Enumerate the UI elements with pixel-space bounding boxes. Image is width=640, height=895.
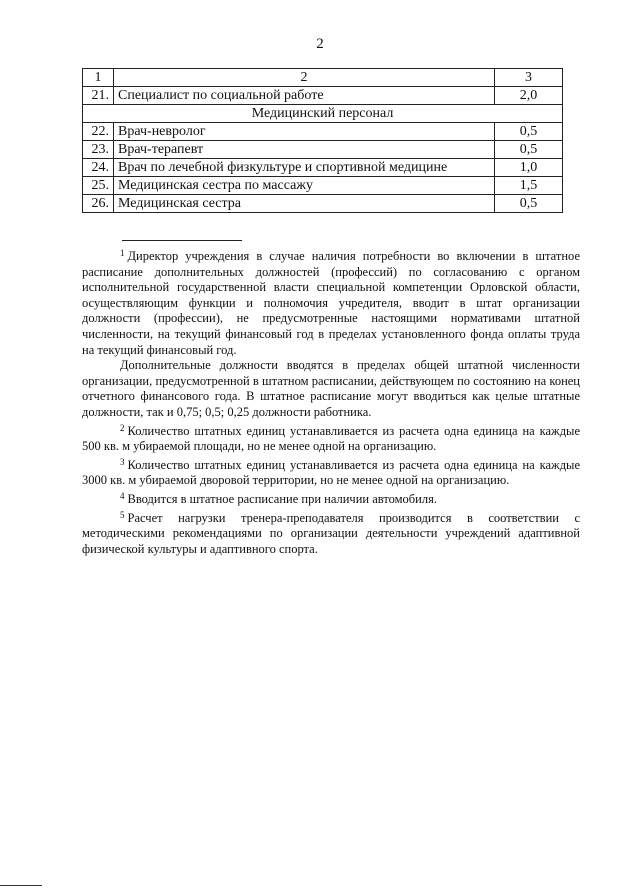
staff-units: 2,0 bbox=[495, 87, 563, 105]
row-number: 22. bbox=[83, 123, 114, 141]
section-title: Медицинский персонал bbox=[83, 105, 563, 123]
footnote-marker: 2 bbox=[120, 422, 125, 433]
position-name: Врач-терапевт bbox=[114, 141, 495, 159]
footnote-text: Расчет нагрузки тренера-преподавателя производится в соответствии с методическими рекомендациями по организации деятельности учреждений адаптивной физической культуры и адаптивного спорта. bbox=[82, 510, 580, 556]
table-row bbox=[83, 159, 563, 177]
column-header-1: 1 bbox=[83, 69, 114, 87]
footnote-separator bbox=[122, 240, 242, 241]
footnote-text: Количество штатных единиц устанавливается из расчета одна единица на каждые 500 кв. м убираемой площади, но не менее одной на организацию. bbox=[82, 423, 580, 454]
position-name: Медицинская сестра по массажу bbox=[114, 177, 495, 195]
row-number: 23. bbox=[83, 141, 114, 159]
page-number: 2 bbox=[316, 36, 324, 52]
footnote-marker: 4 bbox=[120, 490, 125, 501]
footnote-marker: 3 bbox=[120, 456, 125, 467]
row-number: 25. bbox=[83, 177, 114, 195]
row-number: 26. bbox=[83, 195, 114, 213]
footnote-text: Количество штатных единиц устанавливается из расчета одна единица на каждые 3000 кв. м убираемой дворовой территории, но не менее одной на организацию. bbox=[82, 457, 580, 488]
table-row bbox=[83, 87, 563, 105]
footnote-text: Дополнительные должности вводятся в пределах общей штатной численности организации, предусмотренной в штатном расписании, действующем по состоянию на конец отчетного финансового года. В штатное расписание могут вводиться как целые штатные должности, так и 0,75; 0,5; 0,25 должности работника. bbox=[82, 358, 580, 419]
footnote-text: Вводится в штатное расписание при наличии автомобиля. bbox=[127, 491, 437, 506]
footnote-2 bbox=[82, 421, 580, 455]
footnote-1 bbox=[82, 246, 580, 358]
position-name: Специалист по социальной работе bbox=[114, 87, 495, 105]
footnote-marker: 5 bbox=[120, 509, 125, 520]
footnotes bbox=[82, 246, 580, 557]
staff-units: 0,5 bbox=[495, 123, 563, 141]
scan-edge-mark bbox=[0, 885, 42, 886]
table-row bbox=[83, 141, 563, 159]
footnote-1-continuation bbox=[82, 358, 580, 420]
column-header-3: 3 bbox=[495, 69, 563, 87]
position-name: Медицинская сестра bbox=[114, 195, 495, 213]
table-header-row bbox=[83, 69, 563, 87]
row-number: 24. bbox=[83, 159, 114, 177]
footnote-4 bbox=[82, 489, 580, 508]
table-row bbox=[83, 123, 563, 141]
position-name: Врач по лечебной физкультуре и спортивной медицине bbox=[114, 159, 495, 177]
staff-units: 1,0 bbox=[495, 159, 563, 177]
footnote-text: Директор учреждения в случае наличия потребности во включении в штатное расписание дополнительных должностей (профессий) по согласованию с органом исполнительной государственной власти специальной компетенции Орловской области, осуществляющим функции и полномочия учредителя, вводит в штат организации должности (профессии), не предусмотренные настоящими нормативами штатной численности, на текущий финансовый год в пределах установленного фонда оплаты труда на текущий финансовый год. bbox=[82, 249, 580, 357]
section-row bbox=[83, 105, 563, 123]
staff-units: 0,5 bbox=[495, 141, 563, 159]
footnote-marker: 1 bbox=[120, 248, 125, 258]
staff-units: 1,5 bbox=[495, 177, 563, 195]
row-number: 21. bbox=[83, 87, 114, 105]
staff-units: 0,5 bbox=[495, 195, 563, 213]
table-row bbox=[83, 195, 563, 213]
staffing-table bbox=[82, 68, 563, 213]
footnote-5 bbox=[82, 508, 580, 558]
position-name: Врач-невролог bbox=[114, 123, 495, 141]
column-header-2: 2 bbox=[114, 69, 495, 87]
table-row bbox=[83, 177, 563, 195]
footnote-3 bbox=[82, 455, 580, 489]
